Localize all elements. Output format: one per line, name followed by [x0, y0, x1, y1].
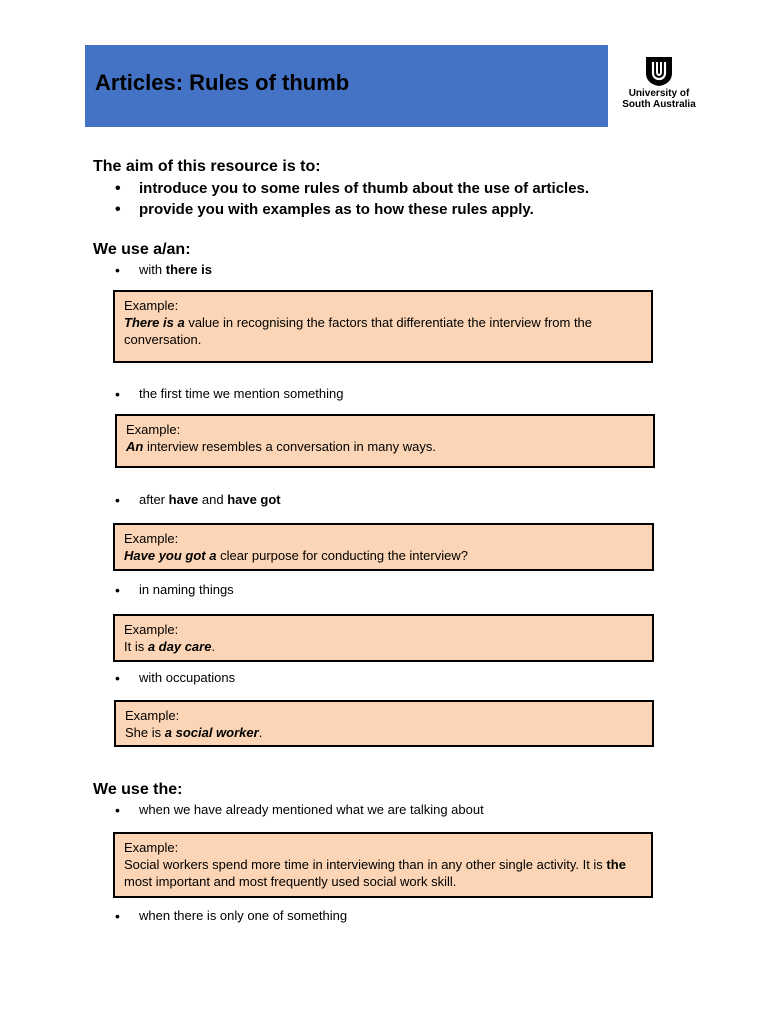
example-emphasis: There is a: [124, 315, 185, 330]
rule-naming-things: • in naming things: [139, 581, 234, 599]
example-box: [113, 832, 653, 898]
university-logo: [614, 55, 704, 110]
example-label: Example:: [125, 708, 180, 723]
example-text: clear purpose for conducting the interview?: [216, 548, 468, 563]
example-label: Example:: [124, 622, 179, 637]
example-emphasis: the: [606, 857, 626, 872]
rule-occupations: • with occupations: [139, 669, 235, 687]
example-text: most important and most frequently used social work skill.: [124, 874, 457, 889]
example-text: She is: [125, 725, 165, 740]
rule-have-got: [139, 491, 281, 509]
example-emphasis: Have you got a: [124, 548, 217, 563]
section-title-the: We use the:: [93, 781, 183, 798]
example-emphasis: a social worker: [164, 725, 259, 740]
rule-keyword: there is: [165, 262, 212, 277]
example-text: .: [211, 639, 216, 654]
rule-there-is: [139, 261, 212, 279]
logo-line-2: South Australia: [622, 99, 696, 110]
example-box: [113, 290, 653, 363]
example-label: Example:: [124, 531, 179, 546]
example-text: It is: [124, 639, 148, 654]
example-text: value in recognising the factors that differentiate the interview from the conversation.: [124, 315, 593, 347]
example-box: [115, 414, 655, 468]
rule-already-mentioned: • when we have already mentioned what we are talking about: [139, 801, 484, 819]
section-title-a-an: We use a/an:: [93, 241, 191, 258]
rule-first-mention: • the first time we mention something: [139, 385, 343, 403]
page-title: Articles: Rules of thumb: [95, 70, 350, 95]
rule-text: and: [198, 492, 228, 507]
example-label: Example:: [124, 840, 179, 855]
example-box: [113, 523, 654, 571]
logo-text: [614, 88, 704, 110]
aim-item: • provide you with examples as to how these rules apply.: [93, 199, 663, 220]
example-text: Social workers spend more time in interviewing than in any other single activity. It is: [124, 857, 607, 872]
rule-text: with: [139, 262, 166, 277]
title-banner: [85, 45, 608, 127]
example-text: interview resembles a conversation in many ways.: [143, 439, 436, 454]
aim-section: [93, 156, 663, 220]
example-box: [113, 614, 654, 662]
example-label: Example:: [126, 422, 181, 437]
example-text: .: [258, 725, 263, 740]
rule-keyword: have got: [227, 492, 281, 507]
unisa-crest-icon: [644, 55, 674, 87]
rule-only-one: • when there is only one of something: [139, 907, 347, 925]
rule-text: after: [139, 492, 169, 507]
example-emphasis: An: [126, 439, 144, 454]
example-label: Example:: [124, 298, 179, 313]
example-box: [114, 700, 654, 747]
logo-line-1: University of: [628, 88, 690, 99]
rule-keyword: have: [168, 492, 199, 507]
example-emphasis: a day care: [147, 639, 212, 654]
aim-list: [93, 178, 663, 220]
aim-item: • introduce you to some rules of thumb about the use of articles.: [93, 178, 663, 199]
aim-title: The aim of this resource is to:: [93, 158, 321, 175]
